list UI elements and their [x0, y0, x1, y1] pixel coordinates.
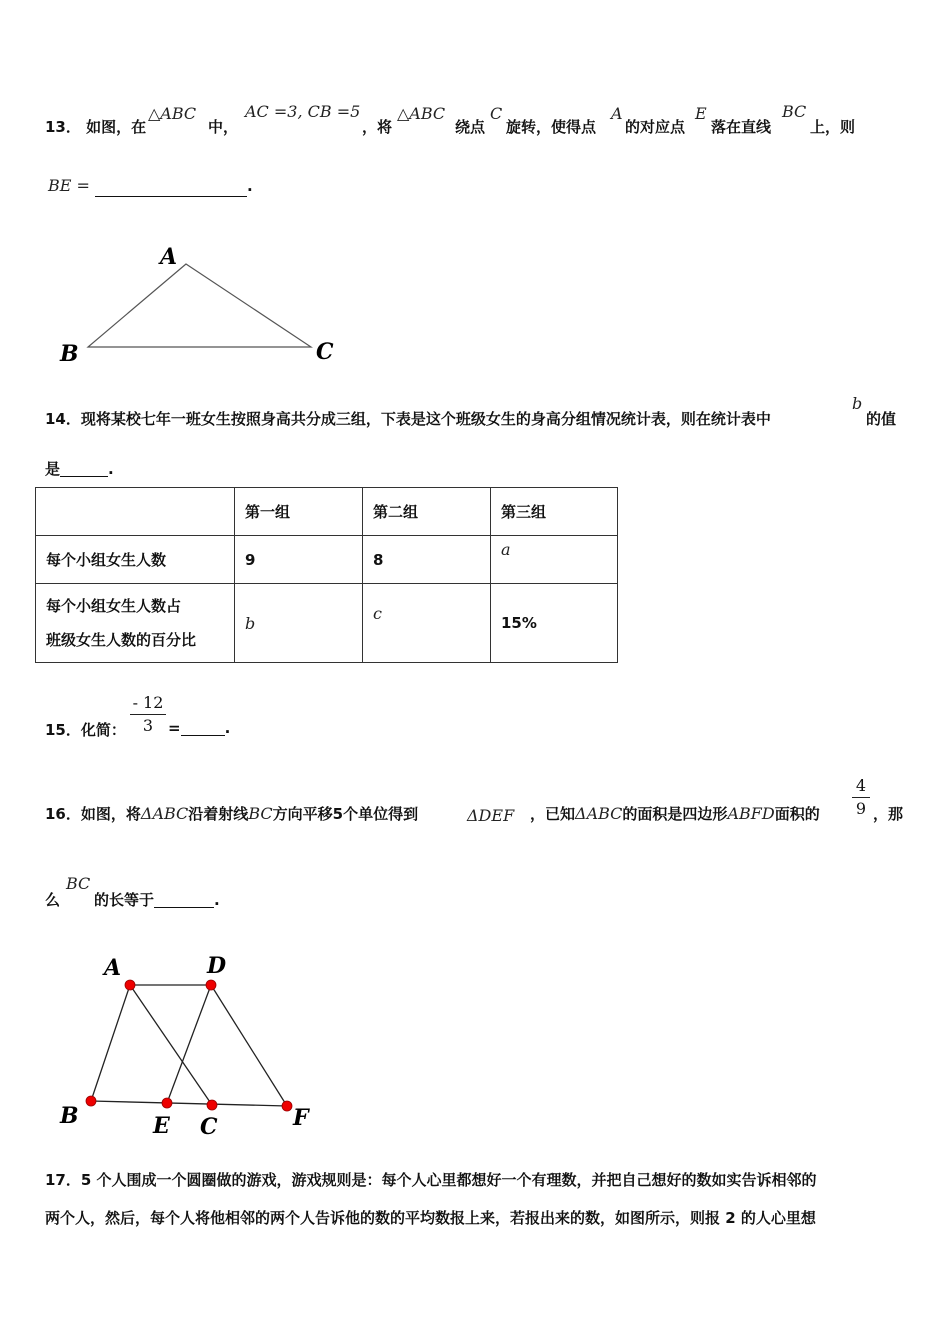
q15-answer: [168, 719, 230, 737]
q16-fraction: [852, 776, 870, 818]
table-header-group3: 第三组: [491, 488, 618, 536]
q16-translation-figure: [50, 948, 330, 1143]
table-row2-g3: 15%: [491, 584, 618, 663]
q14-stat-table: [35, 487, 618, 663]
q13-math-given: AC =3, CB =5: [245, 102, 361, 121]
q15-fraction: [130, 693, 166, 735]
q13-answer-line: [48, 176, 253, 197]
q16-text10: 的长等于: [94, 891, 155, 909]
q16-text8: ，那: [873, 805, 904, 823]
q16-text4: 个单位得到: [343, 805, 419, 823]
q13-math-e: E: [695, 104, 707, 123]
q13-triangle-abc: [88, 264, 311, 347]
q13-text1: 如图，在: [86, 118, 147, 136]
q13-line1: [45, 116, 146, 137]
table-header-empty: [36, 488, 235, 536]
table-row: [36, 584, 618, 663]
q13-number: 13．: [45, 118, 81, 136]
q13-text6: 的对应点: [625, 118, 686, 136]
q14-math-b: b: [852, 394, 863, 413]
table-header-group1: 第一组: [235, 488, 363, 536]
q15-denominator: 3: [142, 716, 154, 735]
q16-line1b: [530, 803, 820, 824]
q13-answer-blank[interactable]: [95, 176, 247, 197]
table-row2-g1-value: b: [245, 613, 256, 633]
q16-n5: 5: [332, 805, 344, 823]
q13-answer-end: .: [247, 177, 253, 195]
q16-line2: [94, 889, 220, 910]
table-row2-g2: [363, 584, 491, 663]
q17-line1: 17．5 个人围成一个圆圈做的游戏，游戏规则是：每个人心里都想好一个有理数，并把自己想好的数如实告诉相邻的: [45, 1171, 817, 1189]
q13-math-c: C: [490, 104, 503, 123]
q17-line2: 两个人，然后，每个人将他相邻的两个人告诉他的数的平均数报上来，若报出来的数，如图所示，则报 2 的人心里想: [45, 1209, 816, 1227]
q16-answer-blank[interactable]: [154, 891, 214, 908]
q13-math-triangle: △ABC: [148, 104, 197, 123]
table-row2-g2-value: c: [373, 604, 382, 623]
q16-text6: 的面积是四边形: [622, 805, 728, 823]
q16-point-e: [162, 1098, 172, 1108]
q16-math-tri2: ΔABC: [575, 804, 623, 823]
q13-math-a: A: [611, 104, 623, 123]
q16-label-b: B: [60, 1103, 79, 1129]
q14-line1: [45, 408, 771, 429]
q16-label-c: C: [200, 1114, 218, 1140]
q16-math-def: ΔDEF: [467, 806, 515, 825]
q16-end: .: [214, 891, 220, 909]
q16-segment-ab: [91, 985, 130, 1101]
q16-text1: 如图，将: [80, 805, 141, 823]
q16-label-a: A: [104, 955, 122, 981]
table-row1-g2: 8: [363, 536, 491, 584]
q16-point-d: [206, 980, 216, 990]
table-row2-label-line1: 每个小组女生人数占: [46, 597, 182, 615]
q13-text2: 中，: [208, 118, 239, 136]
table-row2-g1: [235, 584, 363, 663]
q13-label-a: A: [160, 244, 178, 270]
q15-numerator: - 12: [130, 693, 166, 715]
q14-text3: 是: [45, 460, 61, 478]
q14-text2: 的值: [866, 410, 897, 428]
q16-math-bc2: BC: [66, 874, 91, 893]
table-row1-g3-value: a: [501, 540, 511, 559]
q13-text8: 上，则: [810, 118, 856, 136]
q13-label-b: B: [60, 341, 79, 367]
q14-end: .: [108, 460, 114, 478]
q13-math-bc: BC: [782, 102, 807, 121]
q16-text3: 方向平移: [272, 805, 333, 823]
q16-segment-df: [211, 985, 287, 1106]
q16-label-e: E: [153, 1113, 170, 1139]
q16-segment-ac: [130, 985, 212, 1105]
q15-end: .: [224, 719, 231, 737]
q16-label-f: F: [293, 1105, 309, 1131]
table-row1-g1: 9: [235, 536, 363, 584]
q16-text5: ，已知: [530, 805, 576, 823]
q16-label-d: D: [207, 953, 227, 979]
table-header-group2: 第二组: [363, 488, 491, 536]
q16-text7: 面积的: [774, 805, 820, 823]
q16-math-abfd: ABFD: [727, 804, 775, 823]
q16-frac-den: 9: [855, 799, 867, 818]
q13-math-triangle2: △ABC: [397, 104, 446, 123]
q15-line: [45, 719, 126, 740]
table-row2-label-line2: 班级女生人数的百分比: [46, 631, 197, 649]
q14-answer-blank[interactable]: [60, 460, 108, 477]
q16-point-a: [125, 980, 135, 990]
q16-point-f: [282, 1101, 292, 1111]
q16-point-c: [207, 1100, 217, 1110]
q16-frac-num: 4: [852, 776, 870, 798]
q13-text4: 绕点: [455, 118, 486, 136]
table-row: [36, 488, 618, 536]
q15-text1: 化简：: [80, 721, 126, 739]
q13-label-c: C: [316, 339, 334, 365]
q16-segment-bf: [91, 1101, 287, 1106]
q13-text3: ，将: [362, 118, 393, 136]
q16-math-bc: BC: [248, 804, 273, 823]
table-row: [36, 536, 618, 584]
q16-text2: 沿着射线: [188, 805, 249, 823]
q15-number: 15．: [45, 721, 81, 739]
q16-line1: [45, 803, 418, 824]
q13-text7: 落在直线: [711, 118, 772, 136]
q16-math-tri: ΔABC: [140, 804, 189, 823]
q15-answer-blank[interactable]: [181, 719, 225, 736]
q13-text5: 旋转，使得点: [506, 118, 597, 136]
q16-segment-de: [167, 985, 211, 1103]
q14-number: 14．: [45, 410, 81, 428]
q16-point-b: [86, 1096, 96, 1106]
table-row2-label: [36, 584, 235, 663]
q15-eq: =: [168, 719, 181, 737]
q14-line2: [45, 458, 114, 479]
table-row1-label: 每个小组女生人数: [36, 536, 235, 584]
q13-triangle-figure: [50, 240, 350, 370]
table-row1-g3: [491, 536, 618, 584]
q13-answer-lhs: BE =: [48, 176, 90, 195]
q14-text1: 现将某校七年一班女生按照身高共分成三组，下表是这个班级女生的身高分组情况统计表，则在统计表中: [80, 410, 771, 428]
q16-text9: 么: [45, 891, 61, 909]
q16-number: 16．: [45, 805, 81, 823]
